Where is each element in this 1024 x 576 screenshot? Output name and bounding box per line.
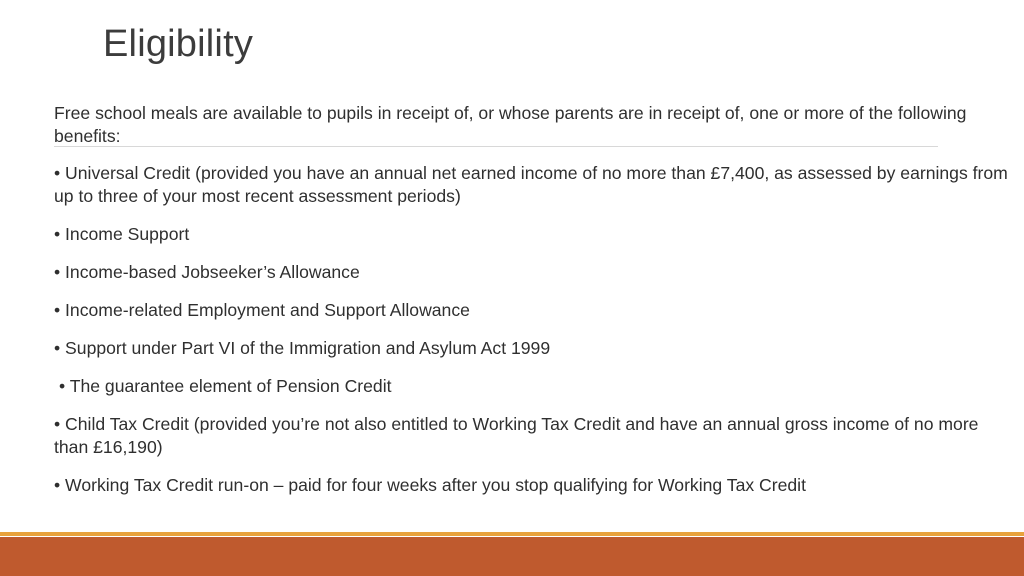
list-item: • Income-based Jobseeker’s Allowance <box>54 262 360 282</box>
list-item: • Support under Part VI of the Immigration and Asylum Act 1999 <box>54 338 551 358</box>
footer-accent-line <box>0 532 1024 536</box>
list-item: • Child Tax Credit (provided you’re not also entitled to Working Tax Credit and have an annual gross income of no more than £16,190) <box>54 414 979 457</box>
footer-bar <box>0 537 1024 576</box>
list-item: • Working Tax Credit run-on – paid for four weeks after you stop qualifying for Working Tax Credit <box>54 475 806 495</box>
list-item: • Income Support <box>54 224 190 244</box>
list-item: • Income-related Employment and Support Allowance <box>54 300 470 320</box>
page-title: Eligibility <box>103 23 254 65</box>
list-item: • The guarantee element of Pension Credit <box>59 376 392 396</box>
slide-body <box>54 102 1009 512</box>
intro-paragraph: Free school meals are available to pupils in receipt of, or whose parents are in receipt of, one or more of the following benefits: <box>54 103 967 146</box>
list-item: • Universal Credit (provided you have an annual net earned income of no more than £7,400, as assessed by earnings from up to three of your most recent assessment periods) <box>54 163 1008 206</box>
